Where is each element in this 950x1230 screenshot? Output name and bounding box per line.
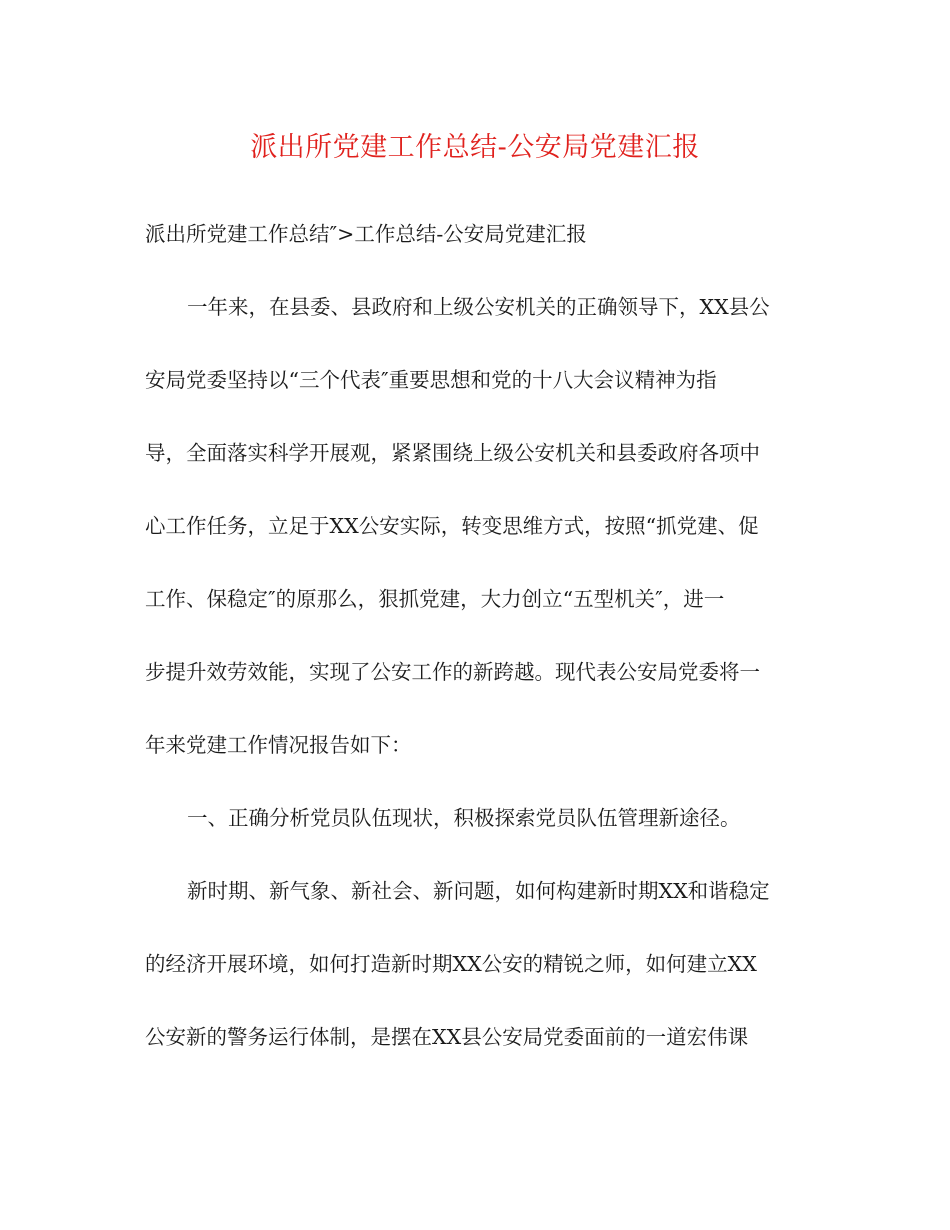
text-line: 的经济开展环境，如何打造新时期XX公安的精锐之师，如何建立XX (145, 952, 757, 976)
text-line: 公安新的警务运行体制，是摆在XX县公安局党委面前的一道宏伟课 (145, 1025, 749, 1049)
text-line: 安局党委坚持以“三个代表″重要思想和党的十八大会议精神为指 (145, 368, 717, 392)
text-line: 心工作任务，立足于XX公安实际，转变思维方式，按照“抓党建、促 (145, 514, 759, 538)
document-title: 派出所党建工作总结-公安局党建汇报 (250, 132, 700, 163)
text-line: 一、正确分析党员队伍现状，积极探索党员队伍管理新途径。 (187, 806, 741, 830)
text-line: 新时期、新气象、新社会、新问题，如何构建新时期XX和谐稳定 (187, 879, 770, 903)
document-body (145, 214, 810, 1090)
text-line: 年来党建工作情况报告如下： (145, 733, 412, 757)
text-line: 工作、保稳定″的原那么，狠抓党建，大力创立“五型机关″，进一 (145, 587, 725, 611)
text-line: 导，全面落实科学开展观，紧紧围绕上级公安机关和县委政府各项中 (145, 441, 760, 465)
text-line: 步提升效劳效能，实现了公安工作的新跨越。现代表公安局党委将一 (145, 660, 760, 684)
text-line: 一年来，在县委、县政府和上级公安机关的正确领导下，XX县公 (187, 295, 770, 319)
text-line: 派出所党建工作总结″>工作总结-公安局党建汇报 (145, 222, 587, 246)
